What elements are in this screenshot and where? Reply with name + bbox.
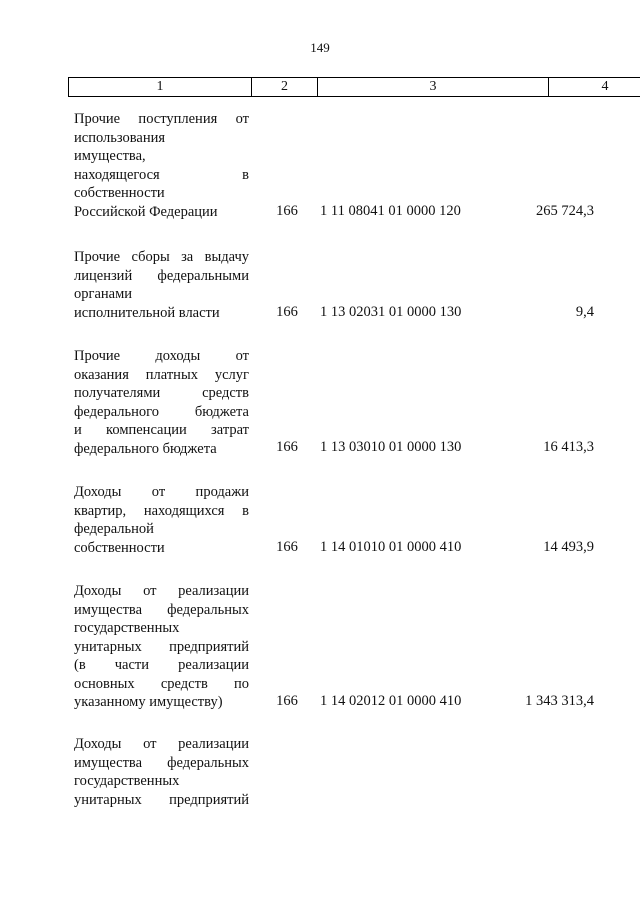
description-line: Доходы от реализации: [74, 583, 249, 599]
description-line: органами: [74, 286, 133, 302]
row-budget-code: 1 14 01010 01 0000 410: [320, 539, 462, 555]
row-amount: 9,4: [575, 304, 594, 320]
row-budget-code: 1 11 08041 01 0000 120: [320, 203, 461, 219]
page-number: 149: [310, 40, 330, 55]
row-budget-code: 1 13 03010 01 0000 130: [320, 439, 462, 455]
description-line: имущества,: [74, 148, 146, 164]
description-line: имущества федеральных: [74, 601, 249, 618]
description-line: унитарных предприятий: [74, 638, 249, 655]
description-line: (в части реализации: [74, 657, 249, 673]
description-line: имущества федеральных: [74, 754, 249, 771]
column-header-4: 4: [549, 78, 640, 97]
row-admin-code: 166: [276, 439, 298, 455]
row-admin-code: 166: [276, 203, 298, 219]
row-amount: 16 413,3: [543, 439, 594, 455]
description-line: собственности: [74, 539, 165, 556]
row-amount: 14 493,9: [543, 539, 594, 555]
row-amount: 265 724,3: [536, 203, 594, 219]
description-line: Прочие сборы за выдачу: [74, 249, 249, 265]
description-line: Прочие поступления от: [74, 111, 249, 127]
description-line: оказания платных услуг: [74, 366, 249, 383]
row-admin-code: 166: [276, 304, 298, 320]
row-description: [74, 735, 249, 809]
row-budget-code: 1 13 02031 01 0000 130: [320, 304, 462, 320]
description-line: Российской Федерации: [74, 203, 218, 220]
row-admin-code: 166: [276, 693, 298, 709]
description-line: находящегося в: [74, 166, 249, 183]
description-line: государственных: [74, 773, 180, 789]
description-line: унитарных предприятий: [74, 791, 249, 808]
description-line: Доходы от реализации: [74, 736, 249, 752]
description-line: основных средств по: [74, 675, 249, 692]
row-admin-code: 166: [276, 539, 298, 555]
description-line: исполнительной власти: [74, 304, 220, 321]
row-description: [74, 248, 249, 322]
table-header: [68, 77, 640, 97]
row-budget-code: 1 14 02012 01 0000 410: [320, 693, 462, 709]
description-line: лицензий федеральными: [74, 267, 249, 284]
row-description: [74, 582, 249, 712]
description-line: федерального бюджета: [74, 440, 217, 457]
description-line: использования: [74, 129, 166, 146]
description-line: квартир, находящихся в: [74, 502, 249, 519]
description-line: собственности: [74, 185, 165, 201]
description-line: и компенсации затрат: [74, 422, 249, 438]
column-header-1: 1: [69, 78, 252, 97]
row-amount: 1 343 313,4: [525, 693, 594, 709]
description-line: Прочие доходы от: [74, 348, 249, 364]
column-header-3: 3: [318, 78, 549, 97]
description-line: указанному имуществу): [74, 694, 223, 710]
description-line: федеральной: [74, 521, 154, 537]
description-line: получателями средств: [74, 385, 249, 401]
description-line: федерального бюджета: [74, 403, 249, 420]
description-line: государственных: [74, 620, 180, 636]
column-header-2: 2: [252, 78, 318, 97]
row-description: [74, 347, 249, 458]
description-line: Доходы от продажи: [74, 484, 249, 500]
row-description: [74, 110, 249, 221]
row-description: [74, 483, 249, 557]
